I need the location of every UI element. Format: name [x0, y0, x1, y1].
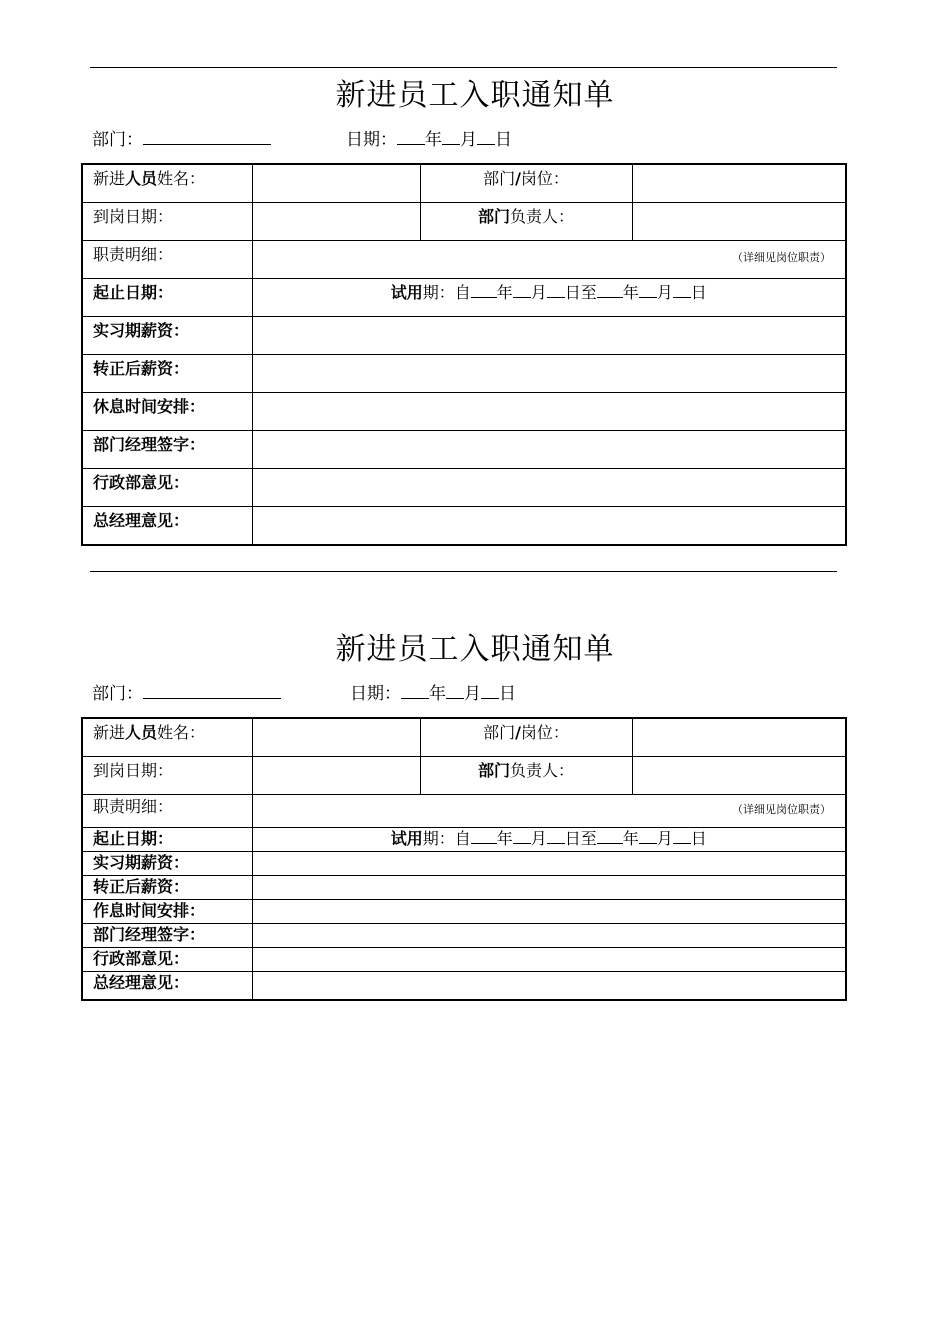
day-blank[interactable] [477, 130, 495, 145]
day-label: 日 [495, 130, 512, 150]
year-label: 年 [429, 684, 446, 704]
manager-signature-field[interactable] [252, 431, 846, 469]
dept-head-label: 部门负责人： [420, 203, 632, 241]
trial-period-field[interactable]: 试用期：自 年 月 日至 年 月 日 [252, 279, 846, 317]
form-title: 新进员工入职通知单 [335, 78, 615, 113]
month-label: 月 [460, 130, 477, 150]
duties-note: （详细见岗位职责） [732, 251, 831, 264]
duties-note: （详细见岗位职责） [732, 803, 831, 816]
date-label: 日期： [346, 130, 397, 150]
day-label: 日 [499, 684, 516, 704]
rest-schedule-field[interactable] [252, 393, 846, 431]
duties-label: 职责明细： [82, 241, 252, 279]
onboarding-table [81, 717, 847, 1001]
regular-salary-label: 转正后薪资： [82, 876, 252, 900]
month-blank[interactable] [442, 130, 460, 145]
admin-opinion-label: 行政部意见： [82, 469, 252, 507]
date-line [350, 683, 516, 705]
dept-blank[interactable] [143, 684, 281, 699]
name-label: 新进人员姓名： [82, 718, 252, 757]
post-field[interactable] [632, 718, 846, 757]
dept-blank[interactable] [143, 130, 271, 145]
manager-signature-label: 部门经理签字： [82, 924, 252, 948]
intern-salary-field[interactable] [252, 317, 846, 355]
year-blank[interactable] [401, 684, 429, 699]
dept-head-field[interactable] [632, 757, 846, 795]
period-label: 起止日期： [82, 828, 252, 852]
gm-opinion-field[interactable] [252, 507, 846, 546]
period-label: 起止日期： [82, 279, 252, 317]
year-label: 年 [425, 130, 442, 150]
trial-period-field[interactable]: 试用期：自 年 月 日至 年 月 日 [252, 828, 846, 852]
month-label: 月 [464, 684, 481, 704]
intern-salary-label: 实习期薪资： [82, 317, 252, 355]
start-date-label: 到岗日期： [82, 757, 252, 795]
regular-salary-field[interactable] [252, 355, 846, 393]
start-date-label: 到岗日期： [82, 203, 252, 241]
date-line [346, 129, 512, 151]
duties-label: 职责明细： [82, 795, 252, 828]
dept-head-label: 部门负责人： [420, 757, 632, 795]
duties-field[interactable] [252, 795, 846, 828]
gm-opinion-label: 总经理意见： [82, 972, 252, 1001]
work-schedule-label: 作息时间安排： [82, 900, 252, 924]
admin-opinion-label: 行政部意见： [82, 948, 252, 972]
dept-head-field[interactable] [632, 203, 846, 241]
year-blank[interactable] [397, 130, 425, 145]
post-label: 部门/岗位： [420, 718, 632, 757]
start-date-field[interactable] [252, 757, 420, 795]
rest-schedule-label: 休息时间安排： [82, 393, 252, 431]
post-label: 部门/岗位： [420, 164, 632, 203]
name-label: 新进人员姓名： [82, 164, 252, 203]
start-date-field[interactable] [252, 203, 420, 241]
gm-opinion-field[interactable] [252, 972, 846, 1001]
day-blank[interactable] [481, 684, 499, 699]
post-field[interactable] [632, 164, 846, 203]
form-meta [92, 129, 512, 151]
regular-salary-label: 转正后薪资： [82, 355, 252, 393]
duties-field[interactable] [252, 241, 846, 279]
form-meta [92, 683, 516, 705]
separator-rule [90, 571, 837, 572]
dept-label: 部门： [92, 684, 143, 704]
work-schedule-field[interactable] [252, 900, 846, 924]
admin-opinion-field[interactable] [252, 948, 846, 972]
month-blank[interactable] [446, 684, 464, 699]
name-field[interactable] [252, 164, 420, 203]
date-label: 日期： [350, 684, 401, 704]
dept-label: 部门： [92, 130, 143, 150]
intern-salary-field[interactable] [252, 852, 846, 876]
onboarding-table [81, 163, 847, 546]
manager-signature-field[interactable] [252, 924, 846, 948]
intern-salary-label: 实习期薪资： [82, 852, 252, 876]
manager-signature-label: 部门经理签字： [82, 431, 252, 469]
name-field[interactable] [252, 718, 420, 757]
top-rule [90, 67, 837, 68]
admin-opinion-field[interactable] [252, 469, 846, 507]
gm-opinion-label: 总经理意见： [82, 507, 252, 546]
form-title: 新进员工入职通知单 [335, 632, 615, 667]
regular-salary-field[interactable] [252, 876, 846, 900]
